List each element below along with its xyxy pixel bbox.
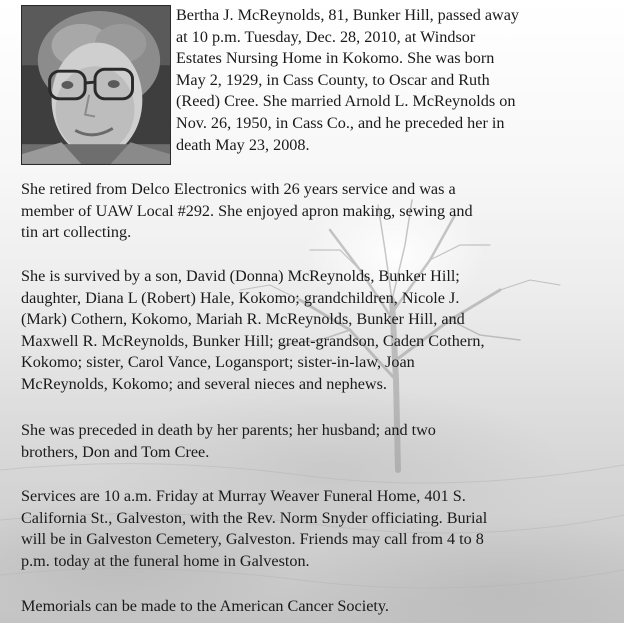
text-line: Services are 10 a.m. Friday at Murray Weaver Funeral Home, 401 S. — [21, 487, 466, 505]
text-line: Estates Nursing Home in Kokomo. She was born — [176, 49, 495, 68]
text-line: tin art collecting. — [21, 223, 132, 242]
text-line: (Mark) Cothern, Kokomo, Mariah R. McReynolds, Bunker Hill, and — [21, 310, 465, 329]
text-line: Memorials can be made to the American Cancer Society. — [21, 597, 389, 615]
text-line: She was preceded in death by her parents; her husband; and two — [21, 421, 436, 439]
intro-paragraph — [176, 5, 519, 156]
text-line: (Reed) Cree. She married Arnold L. McReynolds on — [176, 92, 516, 111]
text-line: brothers, Don and Tom Cree. — [21, 442, 210, 461]
portrait-photo — [21, 5, 171, 165]
preceded-paragraph — [21, 420, 436, 463]
text-line: May 2, 1929, in Cass County, to Oscar and Ruth — [176, 70, 490, 89]
text-line: Nov. 26, 1950, in Cass Co., and he preceded her in — [176, 113, 505, 132]
text-line: California St., Galveston, with the Rev. Norm Snyder officiating. Burial — [21, 508, 488, 527]
career-paragraph — [21, 179, 473, 244]
text-line: at 10 p.m. Tuesday, Dec. 28, 2010, at Windsor — [176, 27, 476, 46]
services-paragraph — [21, 486, 487, 572]
text-line: McReynolds, Kokomo; and several nieces and nephews. — [21, 374, 387, 393]
text-line: Bertha J. McReynolds, 81, Bunker Hill, passed away — [176, 6, 520, 24]
memorials-paragraph — [21, 596, 389, 618]
portrait-icon — [22, 6, 170, 164]
text-line: Kokomo; sister, Carol Vance, Logansport; sister-in-law, Joan — [21, 353, 415, 372]
text-line: Maxwell R. McReynolds, Bunker Hill; great-grandson, Caden Cothern, — [21, 331, 485, 350]
text-line: She retired from Delco Electronics with 26 years service and was a — [21, 180, 456, 198]
text-line: member of UAW Local #292. She enjoyed apron making, sewing and — [21, 201, 473, 220]
text-line: daughter, Diana L (Robert) Hale, Kokomo; grandchildren, Nicole J. — [21, 288, 460, 307]
text-line: death May 23, 2008. — [176, 135, 310, 154]
text-line: will be in Galveston Cemetery, Galveston. Friends may call from 4 to 8 — [21, 530, 484, 549]
survivors-paragraph — [21, 266, 485, 396]
text-line: She is survived by a son, David (Donna) McReynolds, Bunker Hill; — [21, 267, 460, 285]
text-line: p.m. today at the funeral home in Galveston. — [21, 551, 310, 570]
